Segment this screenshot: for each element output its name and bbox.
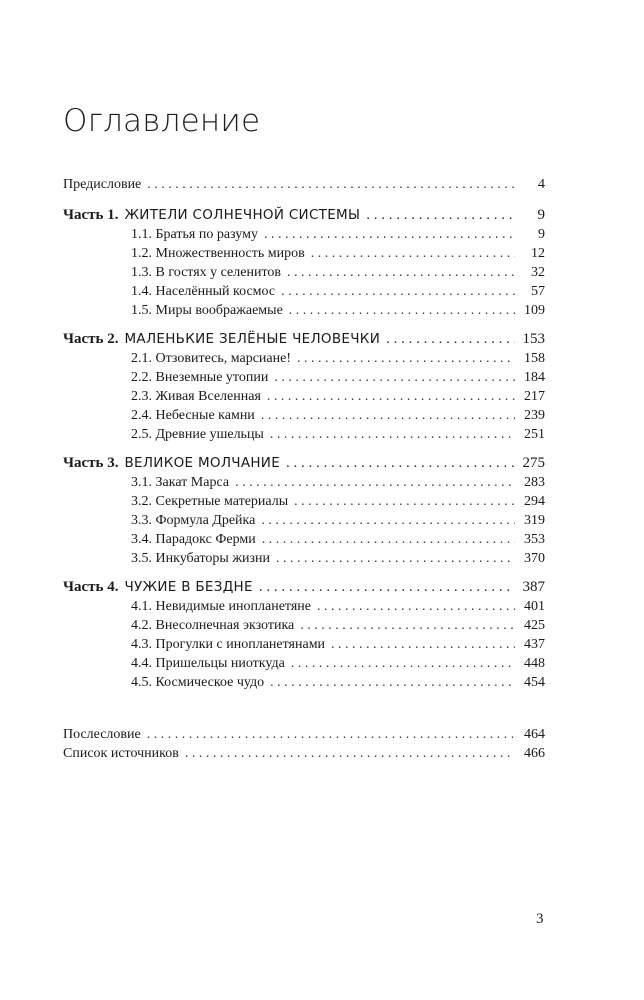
toc-chapter[interactable] bbox=[63, 549, 545, 568]
toc-entry-label: 3.4. Парадокс Ферми bbox=[131, 532, 256, 547]
dot-leader bbox=[259, 578, 515, 597]
toc-entry-label: 2.4. Небесные камни bbox=[131, 408, 255, 423]
toc-entry-page: 319 bbox=[524, 513, 545, 528]
toc-chapter[interactable] bbox=[63, 597, 545, 616]
dot-leader bbox=[366, 206, 515, 225]
toc-entry-page: 464 bbox=[524, 727, 545, 742]
toc-entry-page: 437 bbox=[524, 637, 545, 652]
toc-chapter[interactable] bbox=[63, 635, 545, 654]
dot-leader bbox=[276, 549, 515, 568]
dot-leader bbox=[267, 387, 515, 406]
toc-entry-label: Предисловие bbox=[63, 177, 142, 192]
dot-leader bbox=[291, 654, 515, 673]
toc-entry-label: 2.5. Древние ушельцы bbox=[131, 427, 264, 442]
part-label: Часть 1. bbox=[63, 207, 119, 223]
dot-leader bbox=[185, 744, 515, 763]
dot-leader bbox=[289, 301, 515, 320]
dot-leader bbox=[287, 263, 515, 282]
page-title: Оглавление bbox=[63, 103, 261, 139]
dot-leader bbox=[147, 725, 515, 744]
part-label: Часть 3. bbox=[63, 455, 119, 471]
part-label: Часть 4. bbox=[63, 579, 119, 595]
toc-entry-page: 57 bbox=[531, 284, 545, 299]
dot-leader bbox=[261, 511, 515, 530]
toc-entry-page: 370 bbox=[524, 551, 545, 566]
toc-chapter[interactable] bbox=[63, 473, 545, 492]
dot-leader bbox=[297, 349, 515, 368]
toc-chapter[interactable] bbox=[63, 616, 545, 635]
part-title: ЧУЖИЕ В БЕЗДНЕ bbox=[124, 579, 253, 595]
dot-leader bbox=[317, 597, 515, 616]
toc-chapter[interactable] bbox=[63, 530, 545, 549]
toc-entry-page: 275 bbox=[522, 455, 545, 471]
toc-chapter[interactable] bbox=[63, 387, 545, 406]
table-of-contents bbox=[63, 175, 545, 763]
toc-entry-label: Список источников bbox=[63, 746, 179, 761]
toc-entry-label: 4.3. Прогулки с инопланетянами bbox=[131, 637, 326, 652]
toc-entry-page: 109 bbox=[524, 303, 545, 318]
toc-entry-label: 1.1. Братья по разуму bbox=[131, 227, 258, 242]
part-label: Часть 2. bbox=[63, 331, 119, 347]
toc-entry-label: 4.1. Невидимые инопланетяне bbox=[131, 599, 311, 614]
toc-chapter[interactable] bbox=[63, 244, 545, 263]
toc-entry-page: 294 bbox=[524, 494, 545, 509]
toc-entry-label: 3.5. Инкубаторы жизни bbox=[131, 551, 271, 566]
dot-leader bbox=[262, 530, 515, 549]
toc-entry-label: 2.1. Отзовитесь, марсиане! bbox=[131, 351, 291, 366]
dot-leader bbox=[270, 425, 515, 444]
toc-entry-page: 251 bbox=[524, 427, 545, 442]
toc-entry-label: 4.2. Внесолнечная экзотика bbox=[131, 618, 295, 633]
toc-entry-label: Послесловие bbox=[63, 727, 141, 742]
toc-entry-label: 4.5. Космическое чудо bbox=[131, 675, 265, 690]
dot-leader bbox=[261, 406, 515, 425]
toc-chapter[interactable] bbox=[63, 673, 545, 692]
toc-entry-page: 217 bbox=[524, 389, 545, 404]
toc-entry-page: 184 bbox=[524, 370, 545, 385]
toc-chapter[interactable] bbox=[63, 282, 545, 301]
toc-entry-page: 425 bbox=[524, 618, 545, 633]
toc-part-4[interactable] bbox=[63, 578, 545, 597]
toc-part-2[interactable] bbox=[63, 330, 545, 349]
toc-entry-label: 4.4. Пришельцы ниоткуда bbox=[131, 656, 285, 671]
part-title: МАЛЕНЬКИЕ ЗЕЛЁНЫЕ ЧЕЛОВЕЧКИ bbox=[124, 331, 381, 347]
toc-entry-page: 387 bbox=[522, 579, 545, 595]
toc-entry-label: 1.4. Населённый космос bbox=[131, 284, 276, 299]
toc-entry-page: 4 bbox=[538, 177, 545, 192]
toc-chapter[interactable] bbox=[63, 301, 545, 320]
dot-leader bbox=[294, 492, 515, 511]
toc-entry-preface[interactable] bbox=[63, 175, 545, 194]
dot-leader bbox=[300, 616, 515, 635]
toc-entry-label: 3.1. Закат Марса bbox=[131, 475, 230, 490]
toc-chapter[interactable] bbox=[63, 368, 545, 387]
toc-entry-page: 9 bbox=[538, 227, 545, 242]
toc-entry-page: 153 bbox=[522, 331, 545, 347]
toc-chapter[interactable] bbox=[63, 225, 545, 244]
dot-leader bbox=[286, 454, 515, 473]
toc-entry-label: 3.3. Формула Дрейка bbox=[131, 513, 256, 528]
toc-chapter[interactable] bbox=[63, 654, 545, 673]
dot-leader bbox=[331, 635, 515, 654]
toc-entry-page: 353 bbox=[524, 532, 545, 547]
toc-chapter[interactable] bbox=[63, 406, 545, 425]
toc-chapter[interactable] bbox=[63, 492, 545, 511]
dot-leader bbox=[147, 175, 515, 194]
toc-entry-page: 466 bbox=[524, 746, 545, 761]
toc-entry-afterword[interactable] bbox=[63, 725, 545, 744]
toc-entry-sources[interactable] bbox=[63, 744, 545, 763]
part-title: ВЕЛИКОЕ МОЛЧАНИЕ bbox=[124, 455, 281, 471]
toc-entry-page: 12 bbox=[531, 246, 545, 261]
dot-leader bbox=[264, 225, 515, 244]
toc-entry-page: 9 bbox=[537, 207, 545, 223]
toc-part-3[interactable] bbox=[63, 454, 545, 473]
toc-entry-page: 283 bbox=[524, 475, 545, 490]
toc-chapter[interactable] bbox=[63, 349, 545, 368]
toc-entry-page: 454 bbox=[524, 675, 545, 690]
toc-entry-page: 448 bbox=[524, 656, 545, 671]
dot-leader bbox=[311, 244, 515, 263]
dot-leader bbox=[386, 330, 515, 349]
toc-entry-label: 2.2. Внеземные утопии bbox=[131, 370, 269, 385]
toc-part-1[interactable] bbox=[63, 206, 545, 225]
toc-chapter[interactable] bbox=[63, 263, 545, 282]
page-number: 3 bbox=[536, 911, 544, 927]
toc-chapter[interactable] bbox=[63, 511, 545, 530]
toc-entry-page: 239 bbox=[524, 408, 545, 423]
toc-entry-page: 401 bbox=[524, 599, 545, 614]
toc-entry-label: 1.5. Миры воображаемые bbox=[131, 303, 283, 318]
toc-entry-label: 2.3. Живая Вселенная bbox=[131, 389, 261, 404]
dot-leader bbox=[281, 282, 515, 301]
toc-entry-label: 3.2. Секретные материалы bbox=[131, 494, 289, 509]
dot-leader bbox=[274, 368, 515, 387]
toc-entry-label: 1.3. В гостях у селенитов bbox=[131, 265, 281, 280]
dot-leader bbox=[235, 473, 515, 492]
toc-entry-label: 1.2. Множественность миров bbox=[131, 246, 305, 261]
toc-entry-page: 32 bbox=[531, 265, 545, 280]
part-title: ЖИТЕЛИ СОЛНЕЧНОЙ СИСТЕМЫ bbox=[124, 207, 361, 223]
dot-leader bbox=[270, 673, 515, 692]
toc-entry-page: 158 bbox=[524, 351, 545, 366]
toc-chapter[interactable] bbox=[63, 425, 545, 444]
